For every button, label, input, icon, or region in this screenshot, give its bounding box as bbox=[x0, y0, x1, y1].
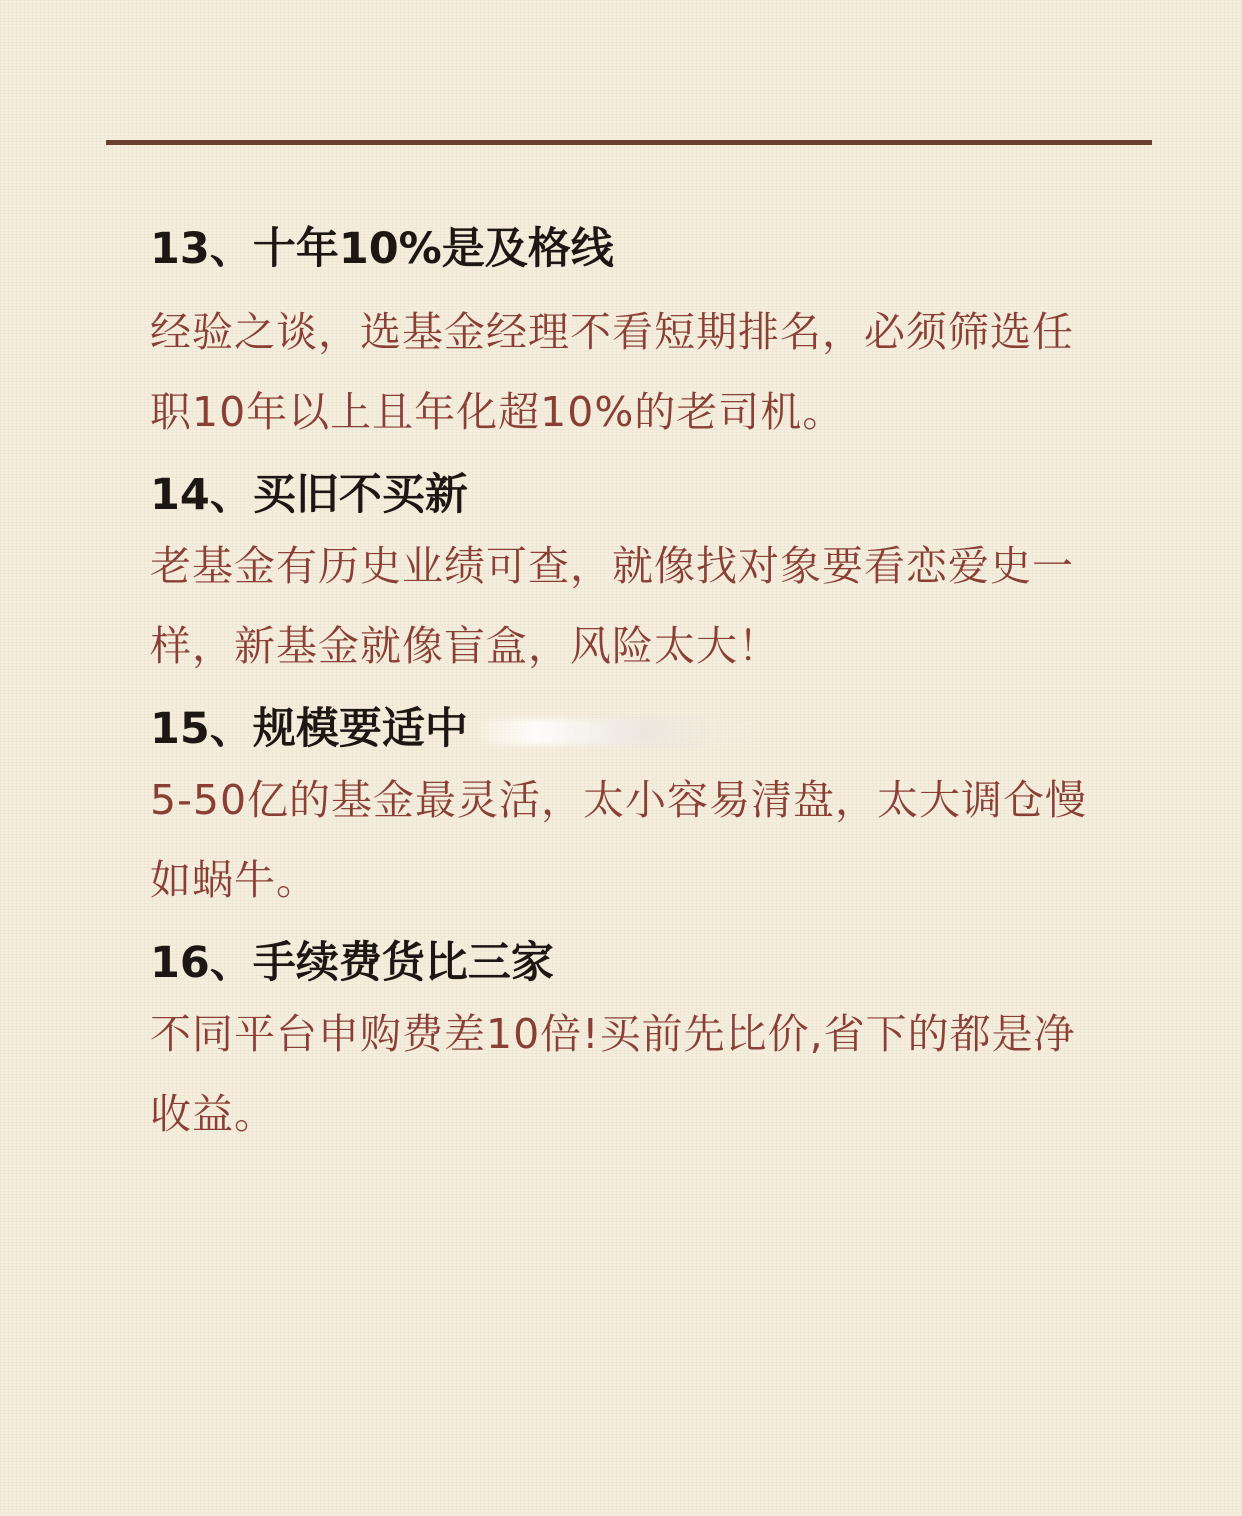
blurred-watermark bbox=[482, 719, 752, 745]
article-content bbox=[150, 218, 1110, 1166]
tip-section-16 bbox=[150, 932, 1110, 1154]
tip-body: 老基金有历史业绩可查，就像找对象要看恋爱史一样，新基金就像盲盒，风险太大！ bbox=[150, 542, 1074, 670]
tip-heading: 15、规模要适中 bbox=[150, 704, 468, 754]
tip-heading: 13、十年10%是及格线 bbox=[150, 224, 614, 274]
tip-section-13 bbox=[150, 218, 1110, 452]
top-divider bbox=[106, 140, 1152, 145]
tip-body: 不同平台申购费差10倍!买前先比价,省下的都是净收益。 bbox=[150, 1010, 1076, 1138]
tip-heading-row bbox=[150, 698, 1110, 760]
tip-section-15 bbox=[150, 698, 1110, 920]
tip-heading: 14、买旧不买新 bbox=[150, 470, 468, 520]
tip-body: 5-50亿的基金最灵活，太小容易清盘，太大调仓慢如蜗牛。 bbox=[150, 776, 1088, 904]
tip-body: 经验之谈，选基金经理不看短期排名，必须筛选任职10年以上且年化超10%的老司机。 bbox=[150, 308, 1074, 436]
tip-heading: 16、手续费货比三家 bbox=[150, 938, 554, 988]
tip-section-14 bbox=[150, 464, 1110, 686]
